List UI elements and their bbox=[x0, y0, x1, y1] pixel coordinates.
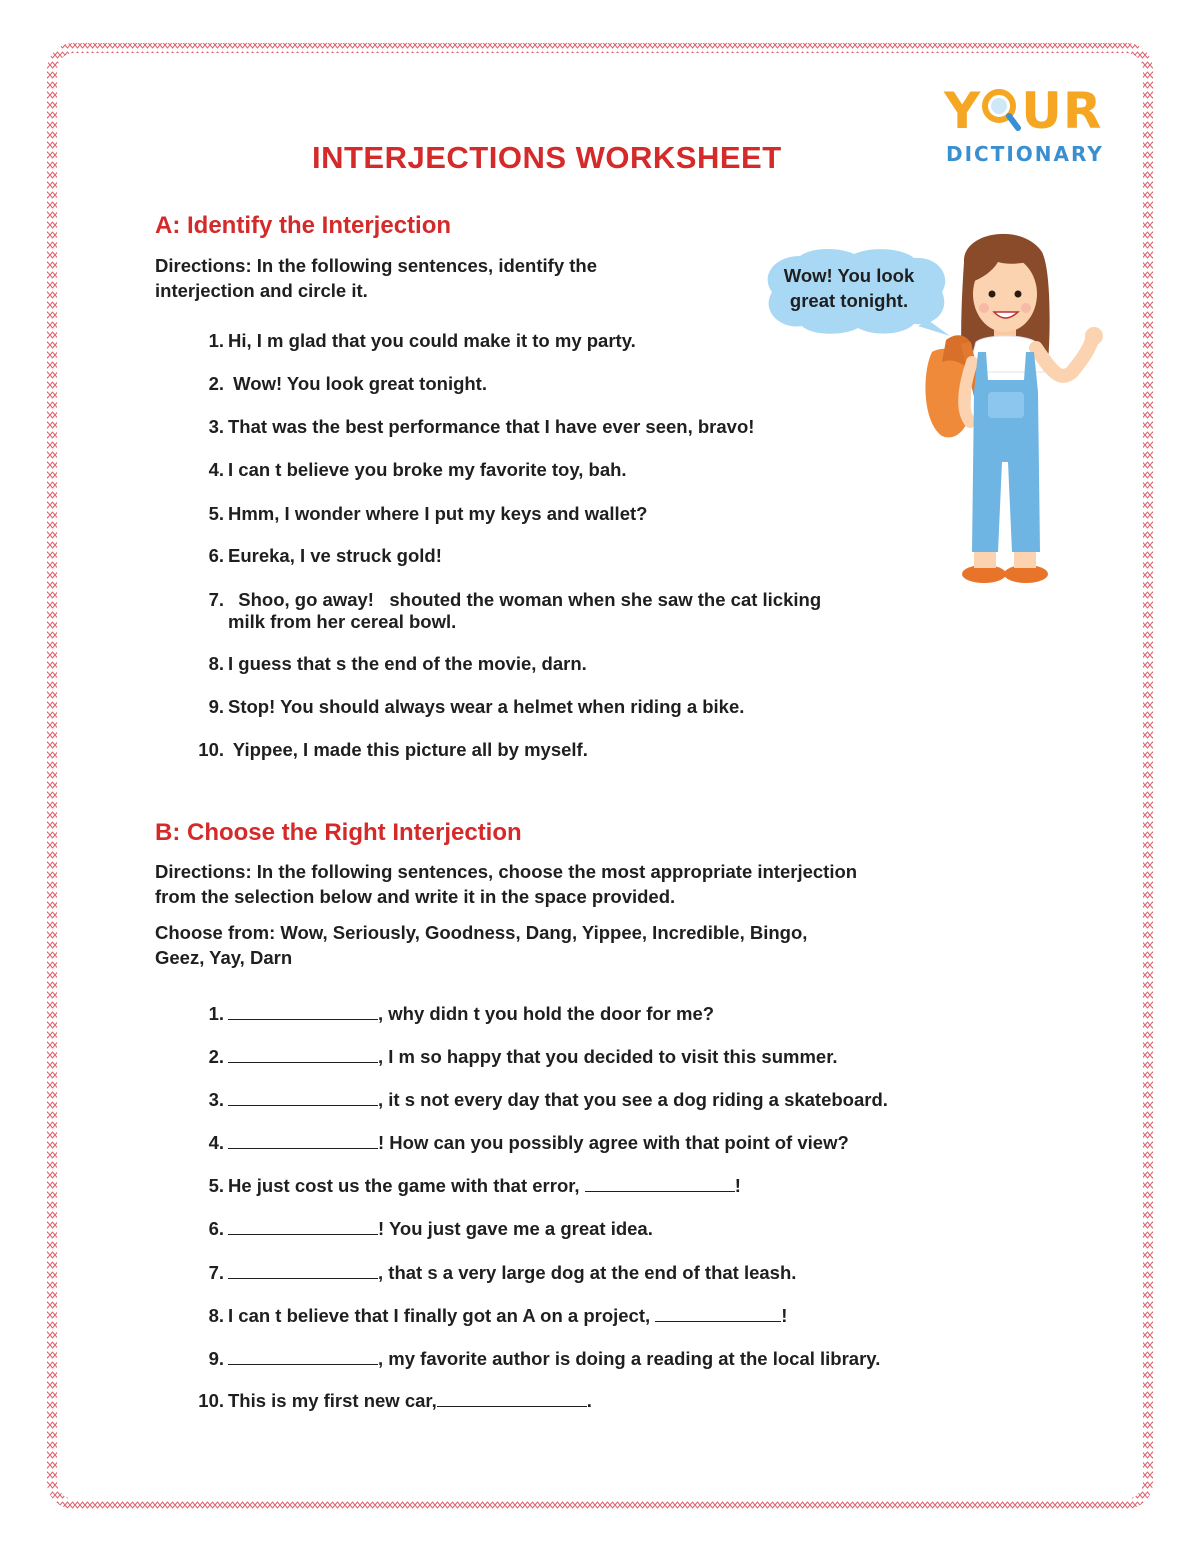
item-number: 3. bbox=[208, 416, 224, 437]
item-text: Wow! You look great tonight. bbox=[228, 373, 487, 394]
list-item bbox=[186, 545, 442, 567]
item-number: 1. bbox=[208, 1003, 224, 1024]
list-item bbox=[186, 416, 754, 438]
magnifier-icon bbox=[981, 84, 1021, 130]
item-text: Hi, I m glad that you could make it to my party. bbox=[228, 330, 636, 351]
list-item bbox=[186, 1003, 714, 1025]
directions-line: interjection and circle it. bbox=[155, 280, 368, 301]
item-number: 5. bbox=[208, 503, 224, 524]
item-number: 4. bbox=[208, 459, 224, 480]
bubble-line: great tonight. bbox=[789, 290, 909, 311]
list-item bbox=[186, 1262, 796, 1284]
item-text-before: I can t believe that I finally got an A on a project, bbox=[228, 1305, 656, 1326]
item-text-after: , it s not every day that you see a dog riding a skateboard. bbox=[378, 1089, 888, 1110]
item-text: That was the best performance that I have ever seen, bravo! bbox=[228, 416, 755, 437]
page-title: INTERJECTIONS WORKSHEET bbox=[312, 140, 782, 175]
item-text: Eureka, I ve struck gold! bbox=[228, 545, 442, 566]
item-text-after: , why didn t you hold the door for me? bbox=[378, 1003, 715, 1024]
item-text-after: , my favorite author is doing a reading at the local library. bbox=[378, 1348, 881, 1369]
section-b-directions bbox=[155, 859, 857, 909]
item-number: 8. bbox=[208, 653, 224, 674]
list-item bbox=[186, 1390, 592, 1412]
item-number: 10. bbox=[198, 1390, 224, 1411]
section-b-choices bbox=[155, 920, 807, 970]
list-item bbox=[186, 589, 821, 633]
item-text-after: ! bbox=[734, 1175, 741, 1196]
directions-line: from the selection below and write it in the space provided. bbox=[155, 886, 676, 907]
speech-bubble-text bbox=[772, 263, 926, 313]
item-text-after: ! How can you possibly agree with that point of view? bbox=[378, 1132, 849, 1153]
directions-line: Directions: In the following sentences, identify the bbox=[155, 255, 597, 276]
item-number: 7. bbox=[208, 589, 224, 610]
list-item bbox=[186, 1046, 838, 1068]
bubble-line: Wow! You look bbox=[783, 265, 915, 286]
choices-line: Choose from: Wow, Seriously, Goodness, Dang, Yippee, Incredible, Bingo, bbox=[155, 922, 808, 943]
item-text: I can t believe you broke my favorite toy, bah. bbox=[228, 459, 627, 480]
answer-blank[interactable] bbox=[228, 1133, 378, 1149]
list-item bbox=[186, 1132, 849, 1154]
your-dictionary-logo bbox=[944, 84, 1114, 168]
section-a-heading: A: Identify the Interjection bbox=[155, 212, 452, 239]
item-text: Hmm, I wonder where I put my keys and wallet? bbox=[228, 503, 648, 524]
item-number: 5. bbox=[208, 1175, 224, 1196]
item-text-after: . bbox=[586, 1390, 592, 1411]
list-item bbox=[186, 696, 744, 718]
logo-ur: UR bbox=[1021, 82, 1103, 140]
answer-blank[interactable] bbox=[437, 1391, 587, 1407]
item-text: Yippee, I made this picture all by myself. bbox=[228, 739, 588, 760]
list-item bbox=[186, 330, 636, 352]
answer-blank[interactable] bbox=[228, 1047, 378, 1063]
answer-blank[interactable] bbox=[655, 1306, 781, 1322]
answer-blank[interactable] bbox=[228, 1349, 378, 1365]
item-text: I guess that s the end of the movie, darn. bbox=[228, 653, 587, 674]
item-number: 1. bbox=[208, 330, 224, 351]
section-a-directions bbox=[155, 253, 597, 303]
item-text: Stop! You should always wear a helmet when riding a bike. bbox=[228, 696, 745, 717]
list-item bbox=[186, 1348, 880, 1370]
item-number: 9. bbox=[208, 1348, 224, 1369]
item-number: 9. bbox=[208, 696, 224, 717]
list-item bbox=[186, 1218, 653, 1240]
list-item bbox=[186, 1089, 888, 1111]
list-item bbox=[186, 503, 647, 525]
item-number: 10. bbox=[198, 739, 224, 760]
item-text: Shoo, go away! shouted the woman when she saw the cat licking bbox=[228, 589, 822, 610]
girl-illustration bbox=[912, 222, 1112, 590]
item-number: 3. bbox=[208, 1089, 224, 1110]
item-text-continued: milk from her cereal bowl. bbox=[228, 611, 457, 632]
item-text-after: , that s a very large dog at the end of that leash. bbox=[378, 1262, 797, 1283]
item-text-after: ! You just gave me a great idea. bbox=[378, 1218, 653, 1239]
item-number: 2. bbox=[208, 1046, 224, 1067]
section-b-heading: B: Choose the Right Interjection bbox=[155, 819, 522, 846]
item-text-after: , I m so happy that you decided to visit this summer. bbox=[378, 1046, 838, 1067]
item-number: 4. bbox=[208, 1132, 224, 1153]
answer-blank[interactable] bbox=[228, 1004, 378, 1020]
list-item bbox=[186, 1305, 787, 1327]
list-item bbox=[186, 373, 487, 395]
answer-blank[interactable] bbox=[228, 1090, 378, 1106]
list-item bbox=[186, 1175, 741, 1197]
item-text-before: He just cost us the game with that error, bbox=[228, 1175, 585, 1196]
list-item bbox=[186, 459, 627, 481]
logo-y: Y bbox=[944, 82, 982, 140]
item-number: 6. bbox=[208, 545, 224, 566]
item-text-after: ! bbox=[781, 1305, 788, 1326]
logo-wordmark-top bbox=[944, 84, 1102, 138]
item-number: 6. bbox=[208, 1218, 224, 1239]
item-number: 8. bbox=[208, 1305, 224, 1326]
answer-blank[interactable] bbox=[228, 1219, 378, 1235]
directions-line: Directions: In the following sentences, choose the most appropriate interjection bbox=[155, 861, 858, 882]
item-number: 2. bbox=[208, 373, 224, 394]
answer-blank[interactable] bbox=[585, 1176, 735, 1192]
item-text-before: This is my first new car, bbox=[228, 1390, 437, 1411]
list-item bbox=[186, 653, 587, 675]
logo-wordmark-bottom: DICTIONARY bbox=[946, 142, 1104, 166]
choices-line: Geez, Yay, Darn bbox=[155, 947, 293, 968]
answer-blank[interactable] bbox=[228, 1263, 378, 1279]
item-number: 7. bbox=[208, 1262, 224, 1283]
list-item bbox=[186, 739, 588, 761]
